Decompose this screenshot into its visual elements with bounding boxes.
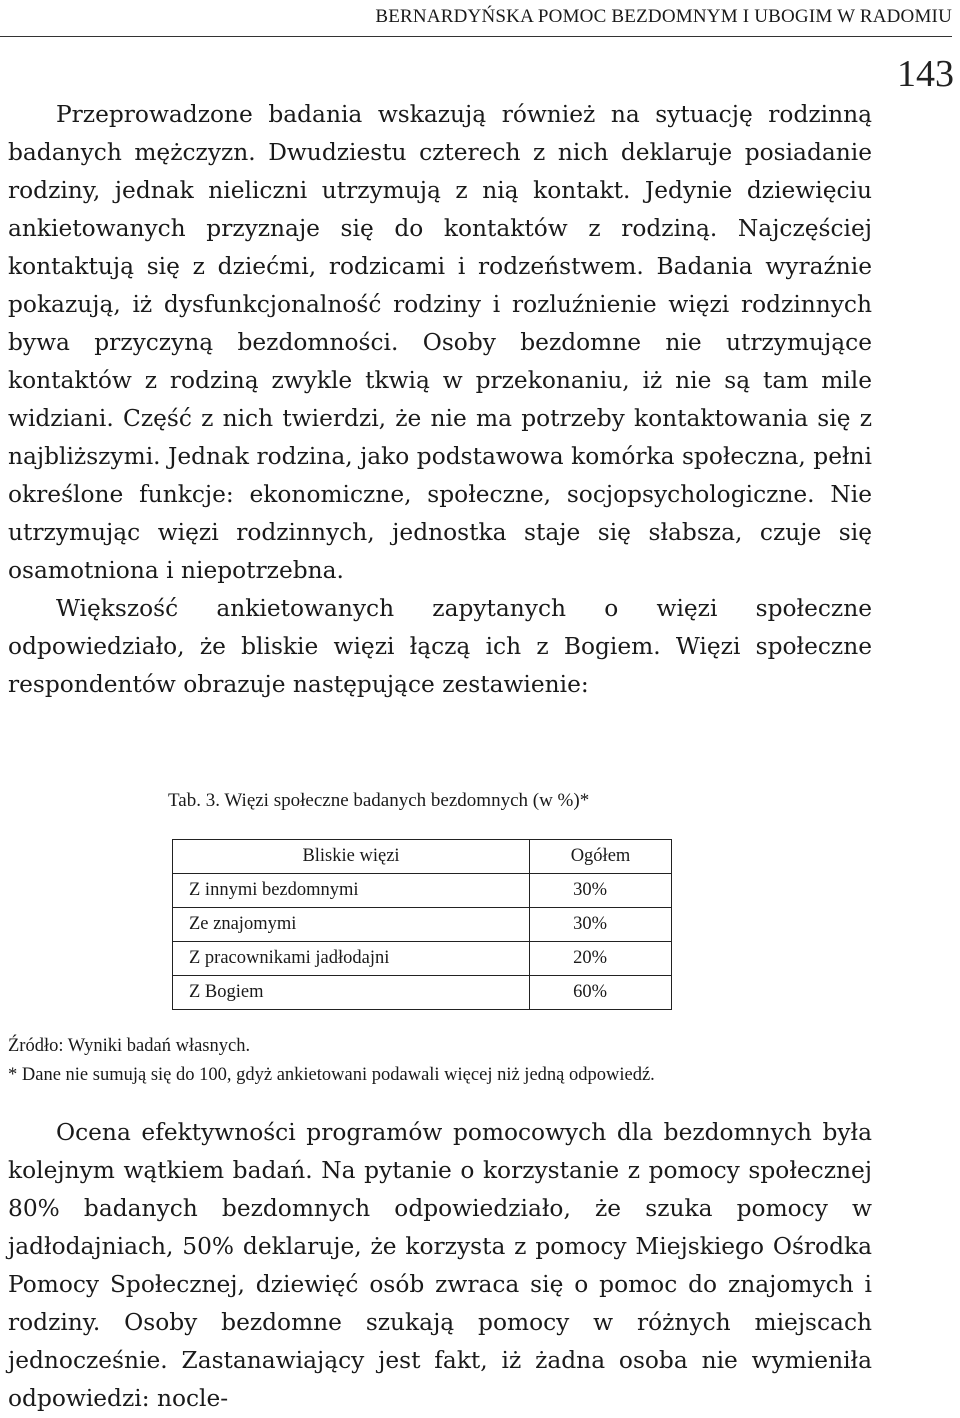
row-value: 20% — [530, 942, 672, 976]
paragraph-social-bonds: Większość ankietowanych zapytanych o więzi społeczne odpowiedziało, że bliskie więzi łączą ich z Bogiem. Więzi społeczne respondentów obrazuje następujące zestawienie: — [8, 595, 872, 698]
column-header-total: Ogółem — [530, 840, 672, 874]
row-value: 60% — [530, 976, 672, 1010]
row-label: Z innymi bezdomnymi — [173, 874, 530, 908]
row-label: Z Bogiem — [173, 976, 530, 1010]
table-row — [173, 976, 672, 1010]
row-label: Z pracownikami jadłodajni — [173, 942, 530, 976]
paragraph-program-effectiveness: Ocena efektywności programów pomocowych dla bezdomnych była kolejnym wątkiem badań. Na pytanie o korzystanie z pomocy społecznej 80% badanych bezdomnych odpowiedziało, że szuka pomocy w jadłodajniach, 50% deklaruje, że korzysta z pomocy Miejskiego Ośrodka Pomocy Społecznej, dziewięć osób zwraca się o pomoc do znajomych i rodziny. Osoby bezdomne szukają pomocy w różnych miejscach jednocześnie. Zastanawiający jest fakt, iż żadna osoba nie wymieniła odpowiedzi: nocle- — [8, 1119, 872, 1412]
table-row — [173, 908, 672, 942]
paragraph-family-situation: Przeprowadzone badania wskazują również na sytuację rodzinną badanych mężczyzn. Dwudziestu czterech z nich deklaruje posiadanie rodziny, jednak nieliczni utrzymują z nią kontakt. Jedynie dziewięciu ankietowanych przyznaje się do kontaktów z rodziną. Najczęściej kontaktują się z dziećmi, rodzicami i rodzeństwem. Badania wyraźnie pokazują, iż dysfunkcjonalność rodziny i rozluźnienie więzi rodzinnych bywa przyczyną bezdomności. Osoby bezdomne nie utrzymujące kontaktów z rodziną zwykle tkwią w przekonaniu, iż nie są tam mile widziani. Część z nich twierdzi, że nie ma potrzeby kontaktowania się z najbliższymi. Jednak rodzina, jako podstawowa komórka społeczna, pełni określone funkcje: ekonomiczne, społeczne, socjopsychologiczne. Nie utrzymując więzi rodzinnych, jednostka staje się słabsza, czuje się osamotniona i niepotrzebna. — [8, 101, 872, 584]
table-footnote: * Dane nie sumują się do 100, gdyż ankietowani podawali więcej niż jedną odpowiedź. — [8, 1065, 655, 1085]
table-header-row — [173, 840, 672, 874]
text-block-top — [8, 96, 872, 704]
table-caption: Tab. 3. Więzi społeczne badanych bezdomnych (w %)* — [168, 790, 590, 811]
column-header-bonds: Bliskie więzi — [173, 840, 530, 874]
table-source-note: Źródło: Wyniki badań własnych. — [8, 1036, 251, 1056]
running-header — [0, 4, 952, 37]
table-row — [173, 874, 672, 908]
social-bonds-table — [172, 839, 672, 1010]
row-label: Ze znajomymi — [173, 908, 530, 942]
page-number: 143 — [897, 53, 954, 95]
text-block-bottom — [8, 1114, 872, 1418]
running-title: BERNARDYŃSKA POMOC BEZDOMNYM I UBOGIM W RADOMIU — [375, 6, 952, 27]
table-row — [173, 942, 672, 976]
row-value: 30% — [530, 908, 672, 942]
row-value: 30% — [530, 874, 672, 908]
